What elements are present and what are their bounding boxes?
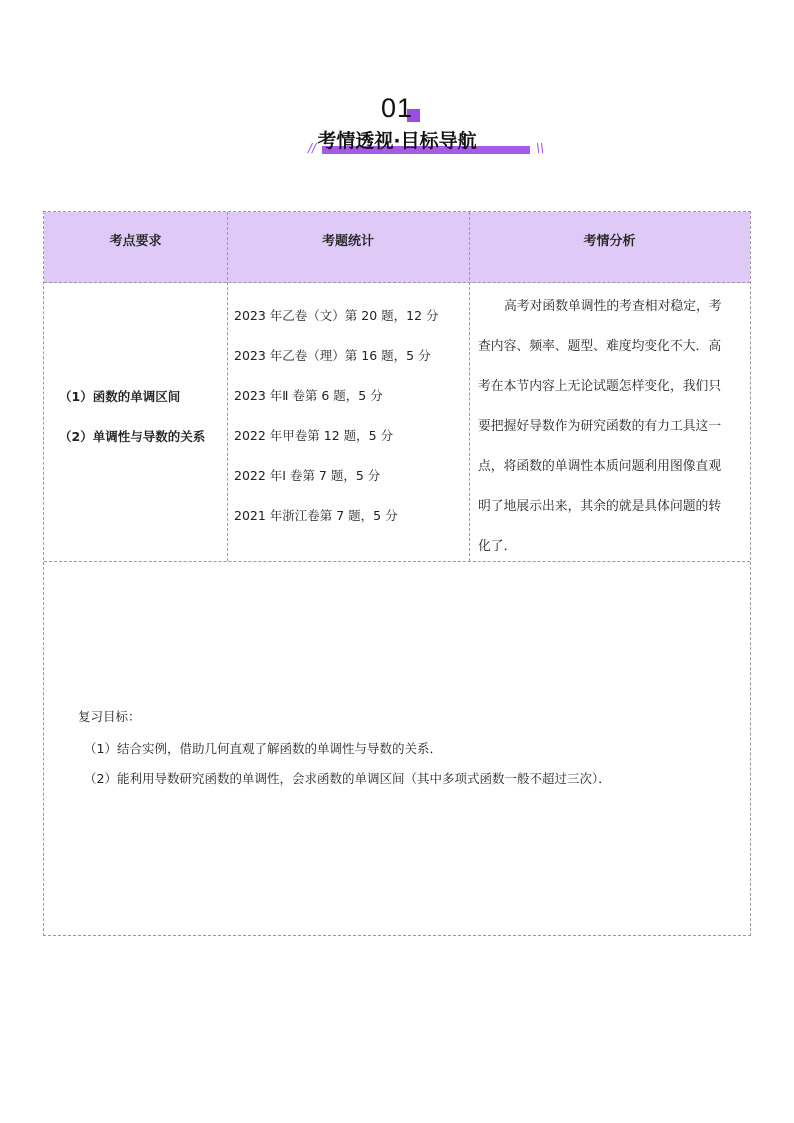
section-number: 01 (380, 93, 414, 123)
header-cell-statistics: 考题统计 (321, 234, 374, 249)
exam-analysis-table (43, 211, 751, 936)
requirement-item: （2）单调性与导数的关系 (59, 429, 206, 444)
header-cell-analysis: 考情分析 (583, 234, 636, 249)
statistics-cell (234, 306, 469, 546)
statistic-item: 2023 年Ⅱ 卷第 6 题，5 分 (234, 388, 383, 403)
header-cell-requirements: 考点要求 (109, 234, 162, 249)
statistic-item: 2023 年乙卷（理）第 16 题，5 分 (234, 348, 431, 363)
section-heading (0, 92, 794, 162)
review-goals (78, 707, 738, 799)
statistic-item: 2023 年乙卷（文）第 20 题，12 分 (234, 308, 439, 323)
analysis-line: 高考对函数单调性的考查相对稳定，考 (504, 299, 722, 314)
statistic-item: 2021 年浙江卷第 7 题，5 分 (234, 508, 398, 523)
statistic-item: 2022 年甲卷第 12 题，5 分 (234, 428, 394, 443)
analysis-line: 查内容、频率、题型、难度均变化不大．高 (478, 339, 722, 354)
analysis-line: 要把握好导数作为研究函数的有力工具这一 (478, 419, 722, 434)
analysis-line: 考在本节内容上无论试题怎样变化，我们只 (478, 379, 722, 394)
left-slash-decoration: // (308, 141, 317, 155)
statistic-item: 2022 年Ⅰ 卷第 7 题，5 分 (234, 468, 381, 483)
review-goals-title: 复习目标： (78, 709, 141, 724)
requirements-cell (59, 387, 229, 467)
table-header-row (44, 212, 750, 283)
right-slash-decoration: \\ (536, 141, 545, 155)
analysis-line: 化了． (478, 539, 517, 554)
section-title: 考情透视·目标导航 (317, 130, 477, 152)
analysis-line: 点，将函数的单调性本质问题利用图像直观 (478, 459, 722, 474)
analysis-line: 明了地展示出来，其余的就是具体问题的转 (478, 499, 722, 514)
requirement-item: （1）函数的单调区间 (59, 389, 181, 404)
analysis-cell (478, 287, 744, 567)
review-goal-item: （2）能利用导数研究函数的单调性，会求函数的单调区间（其中多项式函数一般不超过三次）． (84, 771, 611, 786)
column-divider (469, 212, 470, 561)
review-goal-item: （1）结合实例，借助几何直观了解函数的单调性与导数的关系． (84, 741, 442, 756)
